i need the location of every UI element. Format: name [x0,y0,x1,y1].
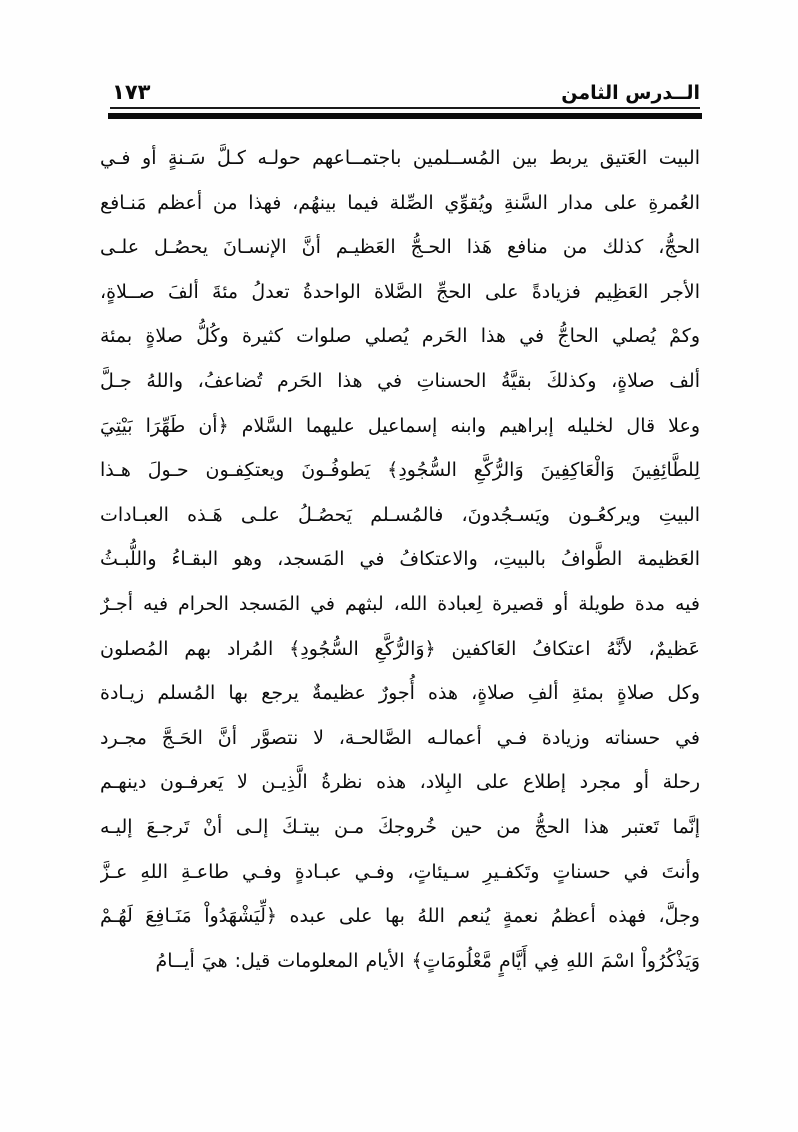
text-line: في حسناته وزيادة فـي أعمالـه الصَّالحـة، لا نتصوَّر أنَّ الحَـجَّ مجـرد [100,726,700,749]
text-line: الحجُّ، كذلك من منافع هَذا الحـجُّ العَظيـم أنَّ الإنسـانَ يحصُـل علـى [100,236,700,259]
text-line: وَيَذْكُرُواْ اسْمَ اللهِ فِي أَيَّامٍ مَّعْلُومَاتٍ﴾ الأيام المعلومات قيل: هيَ أيــامُ [155,949,700,972]
text-line: عَظيمٌ، لأنَّهُ اعتكافُ العَاكفين ﴿وَالرُّكَّعِ السُّجُودِ﴾ المُراد بهم المُصلون [100,637,700,660]
page-number: ١٧٣ [112,80,151,104]
body-text [100,136,700,983]
text-line: ألف صلاةٍ، وكذلكَ بقيَّةُ الحسناتِ في هذا الحَرم تُضاعفُ، واللهُ جـلَّ [100,369,700,392]
text-line: وجلَّ، فهذه أعظمُ نعمةٍ يُنعم اللهُ بها على عبده ﴿لِّيَشْهَدُواْ مَنَـافِعَ لَهُـمْ [100,905,700,928]
text-line: العُمرةِ على مدار السَّنةِ ويُقوِّي الصِّلة فيما بينهُم، فهذا من أعظم مَنـافع [100,191,700,214]
text-line: وكمْ يُصلي الحاجُّ في هذا الحَرم يُصلي صلوات كثيرة وكُلُّ صلاةٍ بمئة [100,325,700,348]
text-line: فيه مدة طويلة أو قصيرة لِعبادة الله، لبثهم في المَسجد الحرام فيه أجـرٌ [100,592,700,615]
text-line: الأجر العَظِيم فزيادةً على الحجِّ الصَّلاة الواحدةُ تعدلُ مئةَ ألفَ صــلاةٍ، [100,280,700,303]
text-line: رحلة أو مجرد إطلاع على البِلاد، هذه نظرةُ الَّذِيـن لا يَعرفـون دينهـم [100,771,700,794]
text-line: وأنتَ في حسناتٍ وتَكفـيرِ سـيئاتٍ، وفـي عبـادةٍ وفـي طاعـةِ اللهِ عـزَّ [100,860,700,883]
text-line: إنَّما تَعتبر هذا الحجُّ من حين خُروجكَ مـن بيتـكَ إلـى أنْ تَرجـعَ إليـه [100,815,700,838]
text-line: البيتِ ويركعُـون ويَسـجُدونَ، فالمُسـلم يَحصُـلُ علـى هَـذه العبـادات [100,503,700,526]
text-line: البيت العَتيق يربط بين المُســلمين باجتمــاعهم حولـه كـلَّ سَـنةٍ أو فـي [100,147,700,169]
text-line: لِلطَّائِفِينَ وَالْعَاكِفِينَ وَالرُّكَّعِ السُّجُودِ﴾ يَطوفُـونَ ويعتكِفـون حـولَ هـذا [100,459,700,482]
page-header [100,80,700,108]
text-line: وكل صلاةٍ بمئةِ ألفِ صلاةٍ، هذه أُجورٌ عظيمةٌ يرجع بها المُسلم زيـادة [100,682,700,705]
chapter-title: الــدرس الثامن [561,82,700,104]
header-rule-thick [108,113,702,119]
header-rule-thin [110,107,700,109]
text-line: العَظيمة الطَّوافُ بالبيتِ، والاعتكافُ في المَسجد، وهو البقـاءُ واللُّبـثُ [100,548,700,571]
text-line: وعلا قال لخليله إبراهيم وابنه إسماعيل عليهما السَّلام ﴿أن طَهِّرَا بَيْتِيَ [100,414,700,437]
